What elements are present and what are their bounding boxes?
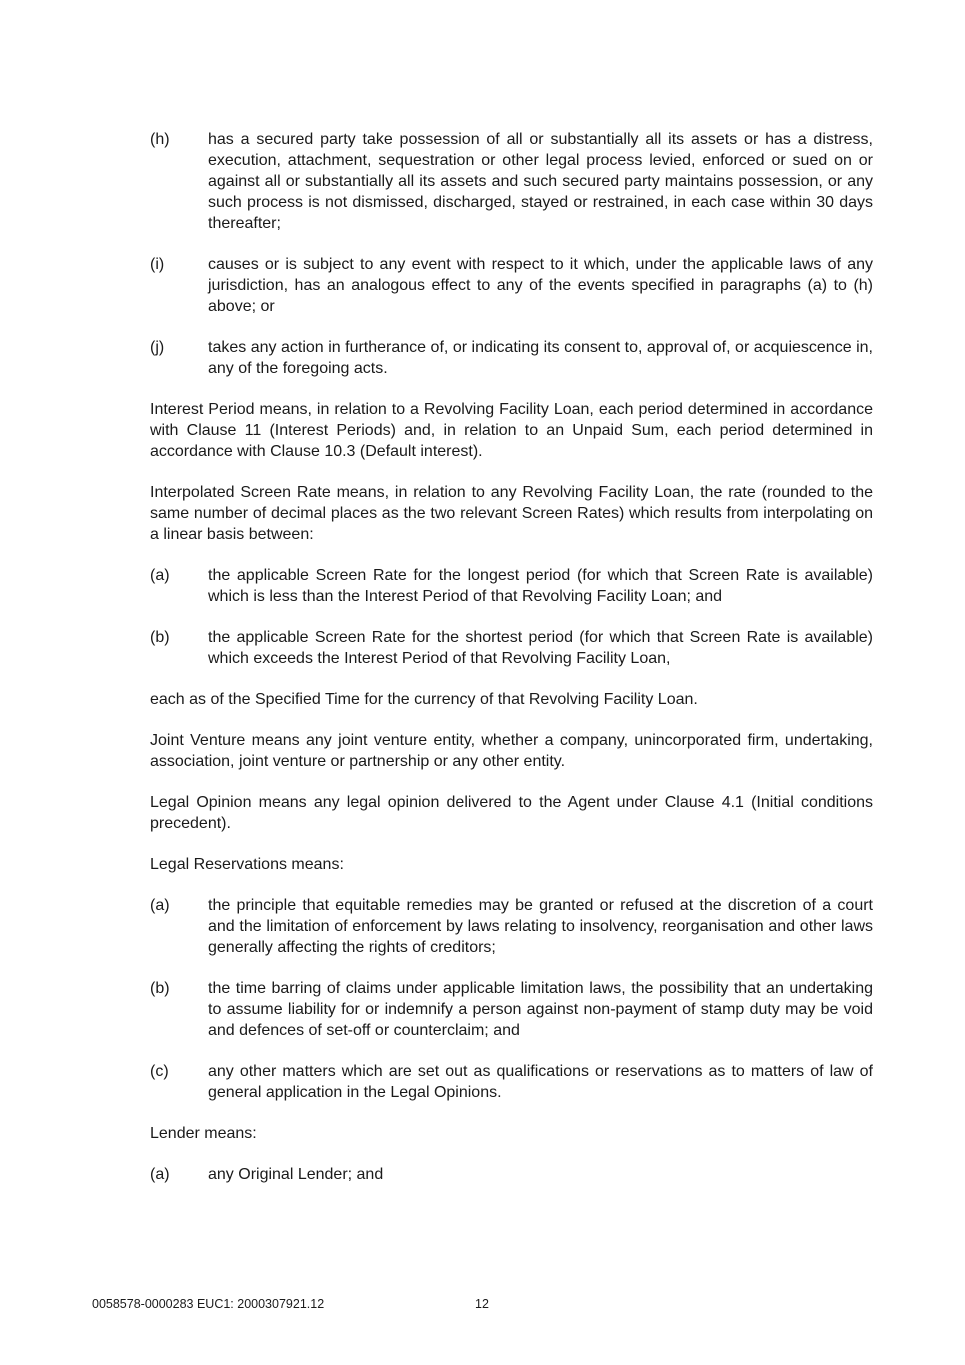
clause-item-a bbox=[150, 1164, 873, 1185]
item-text: any Original Lender; and bbox=[208, 1166, 384, 1183]
item-text: causes or is subject to any event with respect to it which, under the applicable laws of any jurisdiction, has an analogous effect to any of the events specified in paragraphs (a) to (h) above; or bbox=[208, 256, 873, 315]
clause-item-a bbox=[150, 565, 873, 607]
document-body bbox=[150, 129, 873, 1205]
definition-legal-reservations: Legal Reservations means: bbox=[150, 856, 344, 873]
specified-time-paragraph: each as of the Specified Time for the currency of that Revolving Facility Loan. bbox=[150, 691, 698, 708]
item-text: takes any action in furtherance of, or indicating its consent to, approval of, or acquiescence in, any of the foregoing acts. bbox=[208, 339, 873, 377]
item-label: (i) bbox=[150, 256, 165, 273]
clause-item-h bbox=[150, 129, 873, 234]
clause-item-b bbox=[150, 978, 873, 1041]
item-label: (h) bbox=[150, 131, 170, 148]
item-label: (a) bbox=[150, 1166, 170, 1183]
clause-item-c bbox=[150, 1061, 873, 1103]
clause-item-a bbox=[150, 895, 873, 958]
item-text: the applicable Screen Rate for the longest period (for which that Screen Rate is available) which is less than the Interest Period of that Revolving Facility Loan; and bbox=[208, 567, 873, 605]
item-label: (a) bbox=[150, 567, 170, 584]
definition-legal-opinion: Legal Opinion means any legal opinion delivered to the Agent under Clause 4.1 (Initial conditions precedent). bbox=[150, 794, 873, 832]
item-text: has a secured party take possession of all or substantially all its assets or has a distress, execution, attachment, sequestration or other legal process levied, enforced or sued on or against all or substantially all its assets and such secured party maintains possession, or any such process is not dismissed, discharged, stayed or restrained, in each case within 30 days thereafter; bbox=[208, 131, 873, 232]
item-label: (c) bbox=[150, 1063, 169, 1080]
document-reference: 0058578-0000283 EUC1: 2000307921.12 bbox=[92, 1297, 325, 1311]
clause-item-b bbox=[150, 627, 873, 669]
page-number: 12 bbox=[475, 1297, 489, 1311]
definition-interest-period: Interest Period means, in relation to a Revolving Facility Loan, each period determined in accordance with Clause 11 (Interest Periods) and, in relation to an Unpaid Sum, each period determined in accordance with Clause 10.3 (Default interest). bbox=[150, 401, 873, 460]
definition-interpolated-screen-rate: Interpolated Screen Rate means, in relation to any Revolving Facility Loan, the rate (rounded to the same number of decimal places as the two relevant Screen Rates) which results from interpolating on a linear basis between: bbox=[150, 484, 873, 543]
item-label: (b) bbox=[150, 629, 170, 646]
definition-lender: Lender means: bbox=[150, 1125, 257, 1142]
item-label: (a) bbox=[150, 897, 170, 914]
clause-item-j bbox=[150, 337, 873, 379]
item-text: the applicable Screen Rate for the shortest period (for which that Screen Rate is available) which exceeds the Interest Period of that Revolving Facility Loan, bbox=[208, 629, 873, 667]
item-label: (b) bbox=[150, 980, 170, 997]
item-text: the time barring of claims under applicable limitation laws, the possibility that an undertaking to assume liability for or indemnify a person against non-payment of stamp duty may be void and defences of set-off or counterclaim; and bbox=[208, 980, 873, 1039]
item-text: the principle that equitable remedies may be granted or refused at the discretion of a court and the limitation of enforcement by laws relating to insolvency, reorganisation and other laws generally affecting the rights of creditors; bbox=[208, 897, 873, 956]
item-label: (j) bbox=[150, 339, 165, 356]
definition-joint-venture: Joint Venture means any joint venture entity, whether a company, unincorporated firm, undertaking, association, joint venture or partnership or any other entity. bbox=[150, 732, 873, 770]
item-text: any other matters which are set out as qualifications or reservations as to matters of law of general application in the Legal Opinions. bbox=[208, 1063, 873, 1101]
clause-item-i bbox=[150, 254, 873, 317]
